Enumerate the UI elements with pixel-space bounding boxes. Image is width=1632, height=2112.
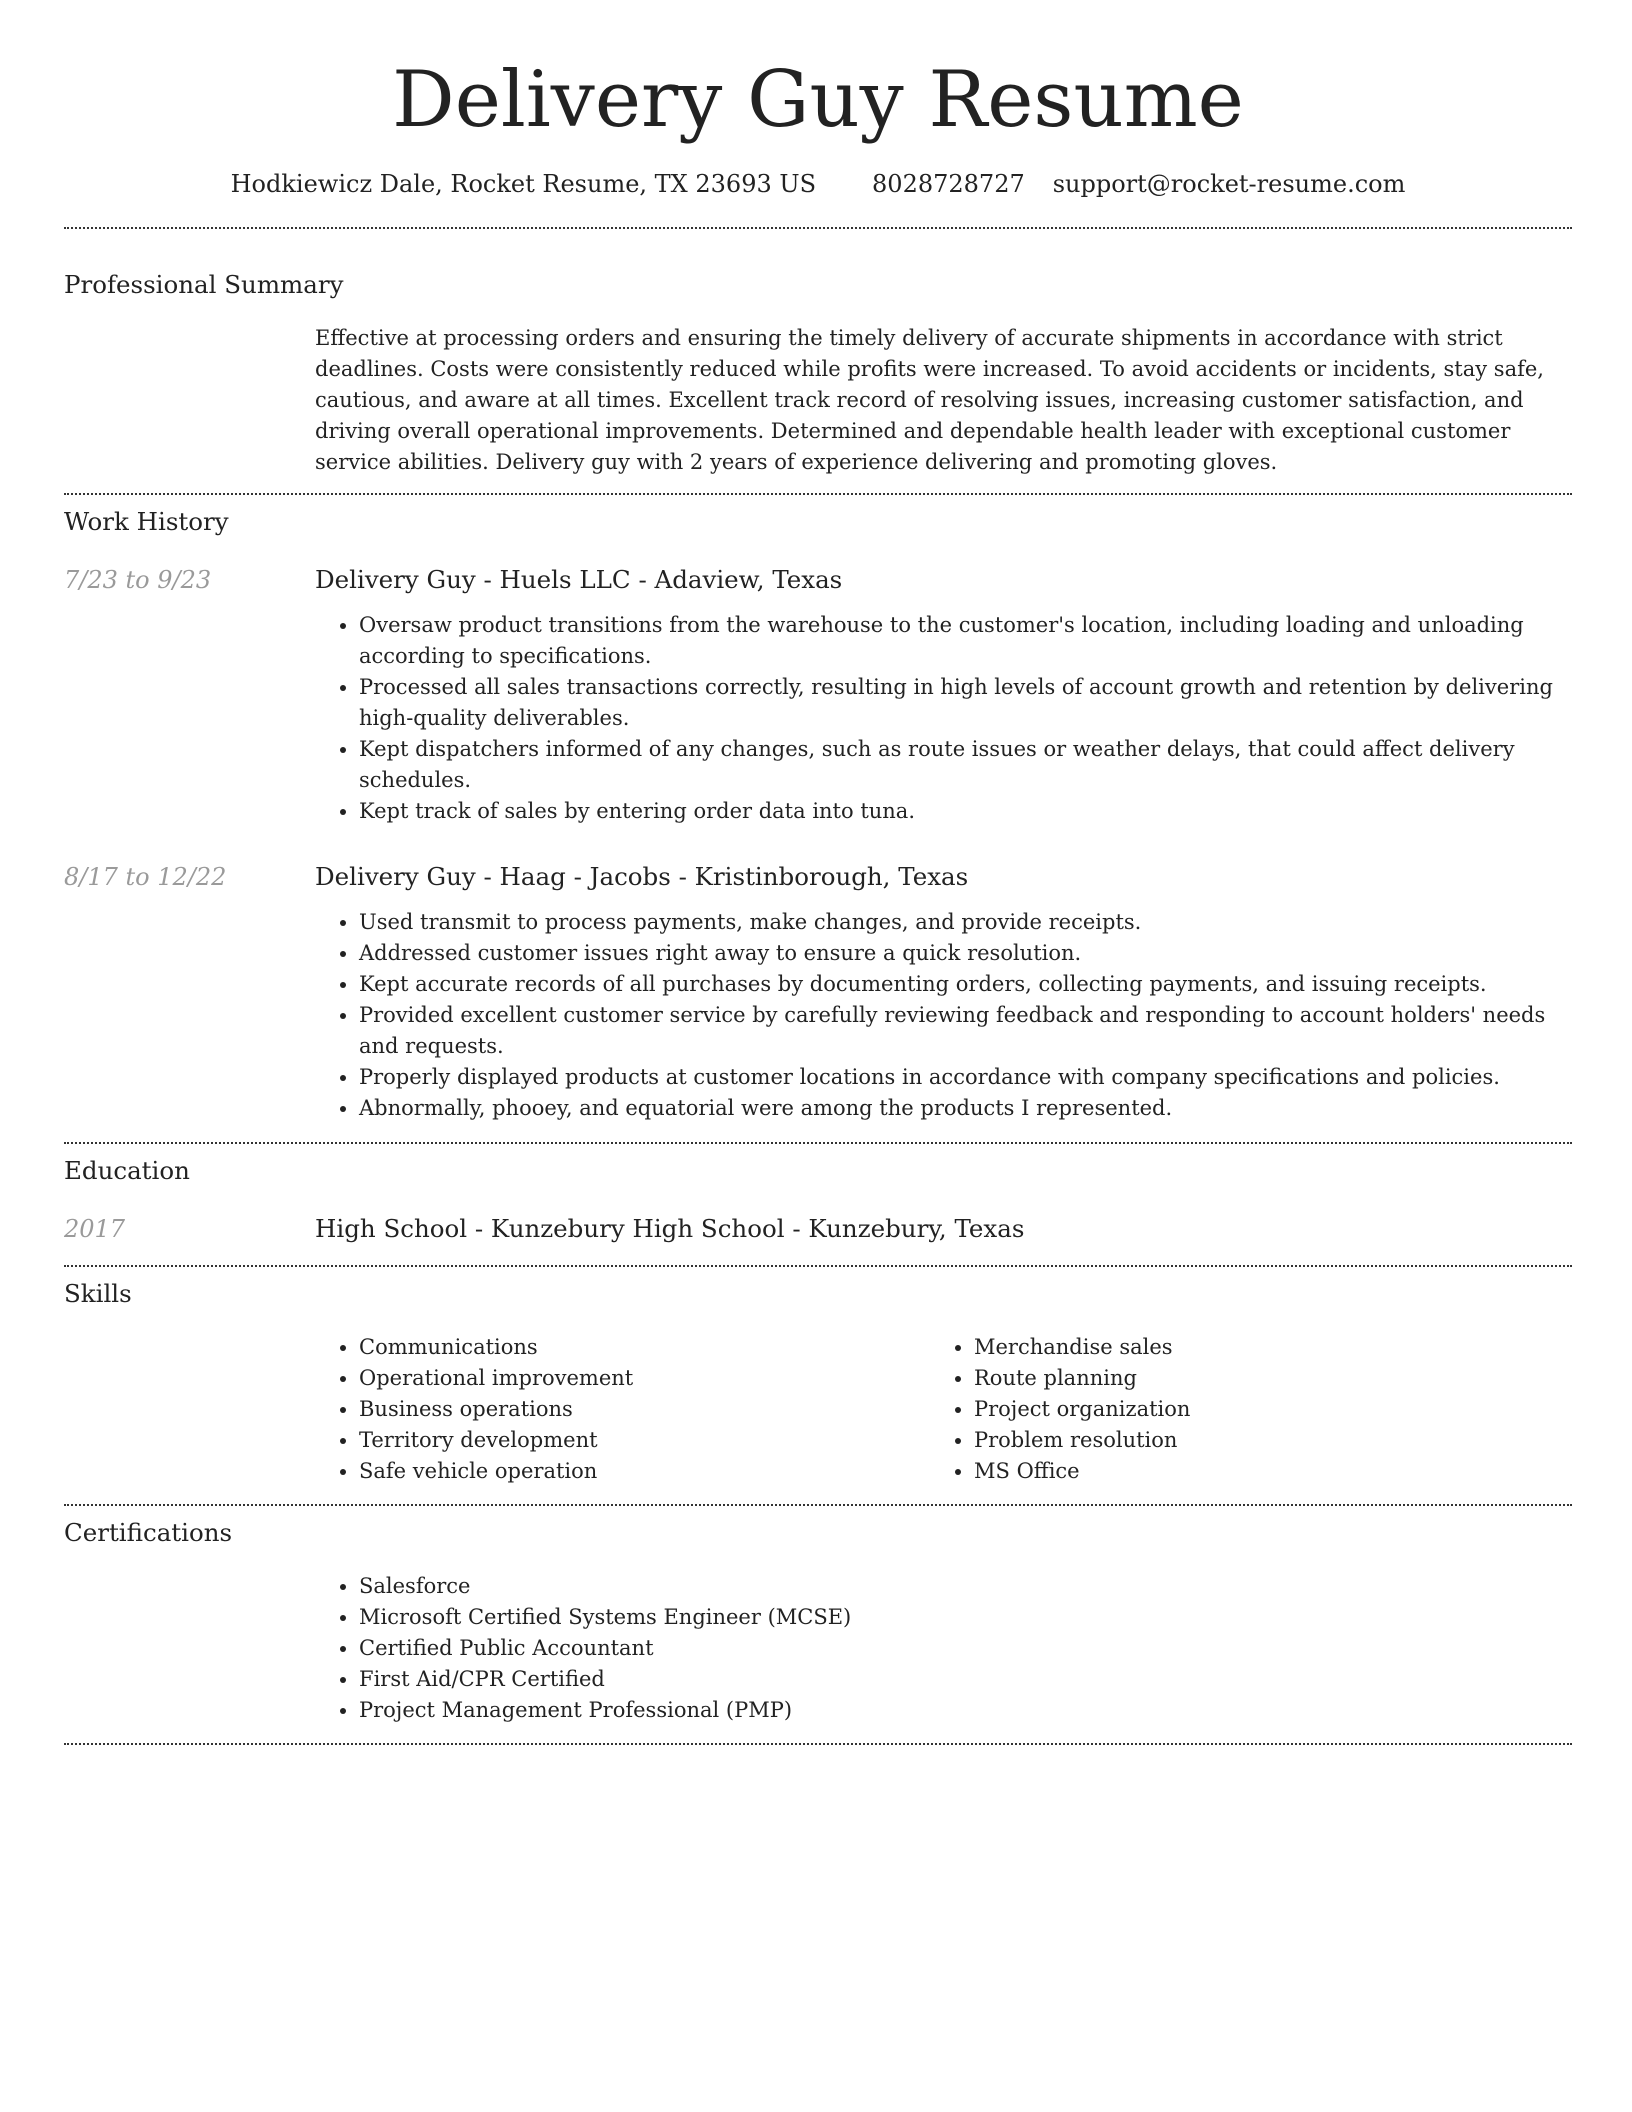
job-dates: 8/17 to 12/22 (64, 863, 227, 891)
resume-title: Delivery Guy Resume (392, 55, 1244, 145)
skill-item: • Business operations (359, 1394, 930, 1425)
certifications-list (315, 1571, 1572, 1726)
job-entry (64, 564, 1572, 827)
certification-item: • Microsoft Certified Systems Engineer (MCSE) (359, 1602, 1572, 1633)
skill-item: • Route planning (974, 1363, 1545, 1394)
divider (64, 1504, 1572, 1506)
contact-line (64, 168, 1572, 200)
certification-item: • Project Management Professional (PMP) (359, 1695, 1572, 1726)
job-bullet: • Used transmit to process payments, make changes, and provide receipts. (359, 907, 1572, 938)
job-bullet: • Provided excellent customer service by carefully reviewing feedback and responding to account holders' needs and requests. (359, 1000, 1572, 1062)
skill-item: • Communications (359, 1332, 930, 1363)
certifications-block (315, 1571, 1572, 1726)
contact-address: Hodkiewicz Dale, Rocket Resume, TX 23693 US (230, 170, 817, 198)
resume-page (64, 0, 1572, 1745)
job-bullet: • Kept accurate records of all purchases by documenting orders, collecting payments, and issuing receipts. (359, 969, 1572, 1000)
skill-item: • Problem resolution (974, 1425, 1545, 1456)
job-heading: Delivery Guy - Huels LLC - Adaview, Texas (315, 565, 843, 594)
contact-email: support@rocket-resume.com (1052, 170, 1406, 198)
education-entry (64, 1213, 1572, 1245)
section-title-summary: Professional Summary (64, 270, 344, 299)
job-bullet: • Abnormally, phooey, and equatorial were among the products I represented. (359, 1093, 1572, 1124)
divider (64, 493, 1572, 495)
summary-text: Effective at processing orders and ensuring the timely delivery of accurate shipments in accordance with strict deadlines. Costs were consistently reduced while profits were increased. To avoid accidents or incidents, stay safe, cautious, and aware at all times. Excellent track record of resolving issues, increasing customer satisfaction, and driving overall operational improvements. Determined and dependable health leader with exceptional customer service abilities. Delivery guy with 2 years of experience delivering and promoting gloves. (315, 326, 1544, 474)
divider (64, 227, 1572, 229)
job-bullet: • Addressed customer issues right away to ensure a quick resolution. (359, 938, 1572, 969)
certification-item: • Certified Public Accountant (359, 1633, 1572, 1664)
contact-phone: 8028728727 (872, 170, 1025, 198)
job-entry (64, 861, 1572, 1124)
skill-item: • Operational improvement (359, 1363, 930, 1394)
job-heading: Delivery Guy - Haag - Jacobs - Kristinborough, Texas (315, 862, 969, 891)
job-bullet: • Properly displayed products at customer locations in accordance with company specifications and policies. (359, 1062, 1572, 1093)
section-title-education: Education (64, 1156, 190, 1185)
skill-item: • Project organization (974, 1394, 1545, 1425)
job-bullets (315, 610, 1572, 827)
job-bullet: • Kept dispatchers informed of any changes, such as route issues or weather delays, that could affect delivery schedules. (359, 734, 1572, 796)
skill-item: • Safe vehicle operation (359, 1456, 930, 1487)
job-bullets (315, 907, 1572, 1124)
education-heading: High School - Kunzebury High School - Kunzebury, Texas (315, 1214, 1025, 1243)
job-bullet: • Processed all sales transactions correctly, resulting in high levels of account growth and retention by delivering high-quality deliverables. (359, 672, 1572, 734)
section-title-work: Work History (64, 507, 229, 536)
divider (64, 1142, 1572, 1144)
skill-item: • MS Office (974, 1456, 1545, 1487)
section-title-certifications: Certifications (64, 1518, 233, 1547)
skill-item: • Territory development (359, 1425, 930, 1456)
skills-grid (315, 1332, 1572, 1487)
job-bullet: • Kept track of sales by entering order data into tuna. (359, 796, 1572, 827)
section-title-skills: Skills (64, 1279, 132, 1308)
certification-item: • Salesforce (359, 1571, 1572, 1602)
job-bullet: • Oversaw product transitions from the warehouse to the customer's location, including loading and unloading according to specifications. (359, 610, 1572, 672)
divider (64, 1743, 1572, 1745)
skills-list-left (315, 1332, 930, 1487)
certification-item: • First Aid/CPR Certified (359, 1664, 1572, 1695)
skills-list-right (930, 1332, 1545, 1487)
skill-item: • Merchandise sales (974, 1332, 1545, 1363)
divider (64, 1265, 1572, 1267)
education-year: 2017 (64, 1215, 126, 1243)
job-dates: 7/23 to 9/23 (64, 566, 212, 594)
